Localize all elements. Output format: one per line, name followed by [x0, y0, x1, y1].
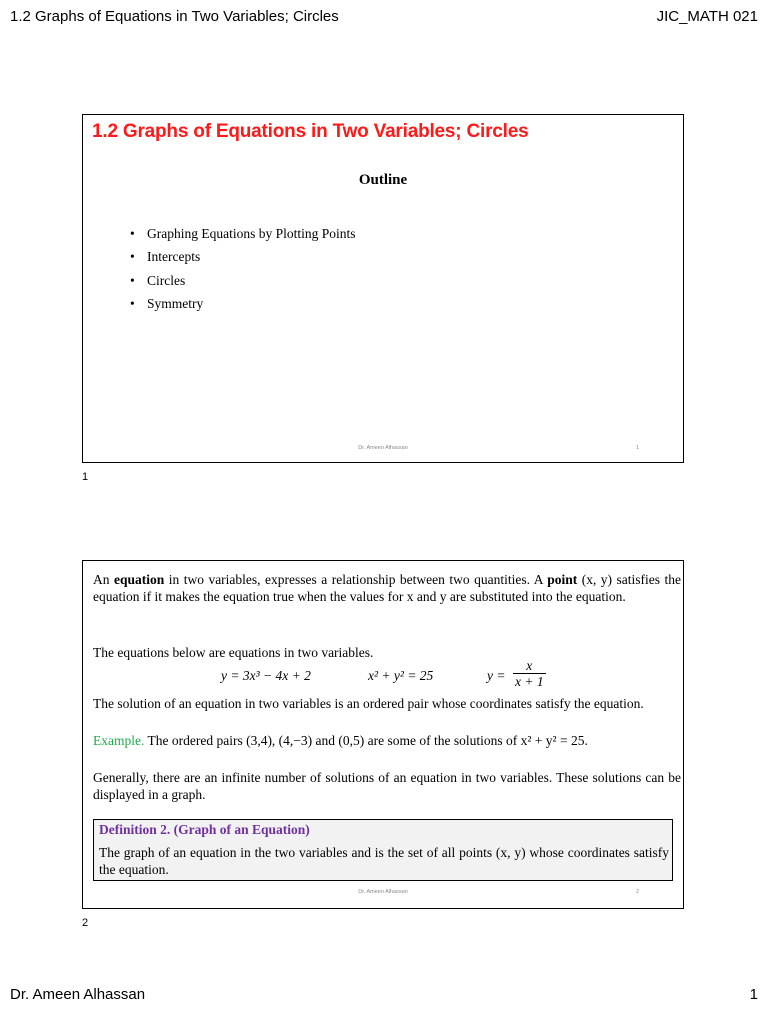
course-code: JIC_MATH 021 — [656, 8, 758, 25]
equations-intro: The equations below are equations in two variables. — [93, 645, 374, 660]
slide-2 — [82, 560, 684, 909]
solution-paragraph: The solution of an equation in two variables is an ordered pair whose coordinates satisfy the equation. — [93, 696, 644, 711]
definition-body: The graph of an equation in the two variables and is the set of all points (x, y) whose coordinates satisfy the equation. — [99, 845, 669, 877]
definition-title: Definition 2. (Graph of an Equation) — [99, 822, 310, 837]
slide-footer-author: Dr. Ameen Alhassan — [358, 445, 408, 451]
example-text: The ordered pairs (3,4), (4,−3) and (0,5) are some of the solutions of x² + y² = 25. — [144, 733, 588, 748]
slide-index-1: 1 — [82, 471, 89, 483]
page-header-title: 1.2 Graphs of Equations in Two Variables; Circles — [10, 8, 339, 25]
example-paragraph — [93, 732, 681, 749]
page-number: 1 — [749, 986, 758, 1003]
definition-box — [93, 819, 673, 881]
equation-examples — [221, 658, 561, 694]
example-label: Example. — [93, 733, 145, 748]
text-run: in two variables, expresses a relationship between two quantities. A — [164, 572, 548, 587]
text-run: An — [93, 572, 114, 587]
outline-item: • Circles — [130, 269, 356, 292]
slide-footer-number: 2 — [635, 889, 639, 895]
outline-list — [130, 222, 356, 315]
outline-item: • Graphing Equations by Plotting Points — [130, 222, 356, 245]
text-run: (x, y) satisfies the equation if it makes the equation true when the values for x and y are substituted into the equation. — [93, 572, 681, 604]
outline-item: • Symmetry — [130, 292, 356, 315]
fraction-denominator: x + 1 — [515, 674, 544, 689]
fraction-numerator: x — [526, 658, 533, 673]
equation-cubic: y = 3x³ − 4x + 2 — [221, 668, 311, 683]
slide-title: 1.2 Graphs of Equations in Two Variables; Circles — [92, 121, 529, 142]
term-point: point — [547, 572, 578, 587]
page-footer-author: Dr. Ameen Alhassan — [10, 986, 146, 1003]
equation-rational-fraction — [513, 658, 546, 689]
equation-circle: x² + y² = 25 — [368, 668, 434, 683]
slide-index-2: 2 — [82, 917, 89, 929]
outline-item: • Intercepts — [130, 245, 356, 268]
infinite-solutions-paragraph: Generally, there are an infinite number of solutions of an equation in two variables. These solutions can be displayed in a graph. — [93, 770, 681, 802]
term-equation: equation — [113, 572, 165, 587]
equation-definition-paragraph — [93, 571, 681, 605]
slide-footer-number: 1 — [635, 445, 639, 451]
slide-footer-author: Dr. Ameen Alhassan — [358, 889, 408, 895]
equation-rational-lhs: y = — [487, 668, 506, 683]
slide-1 — [82, 114, 684, 463]
outline-heading: Outline — [358, 172, 408, 188]
